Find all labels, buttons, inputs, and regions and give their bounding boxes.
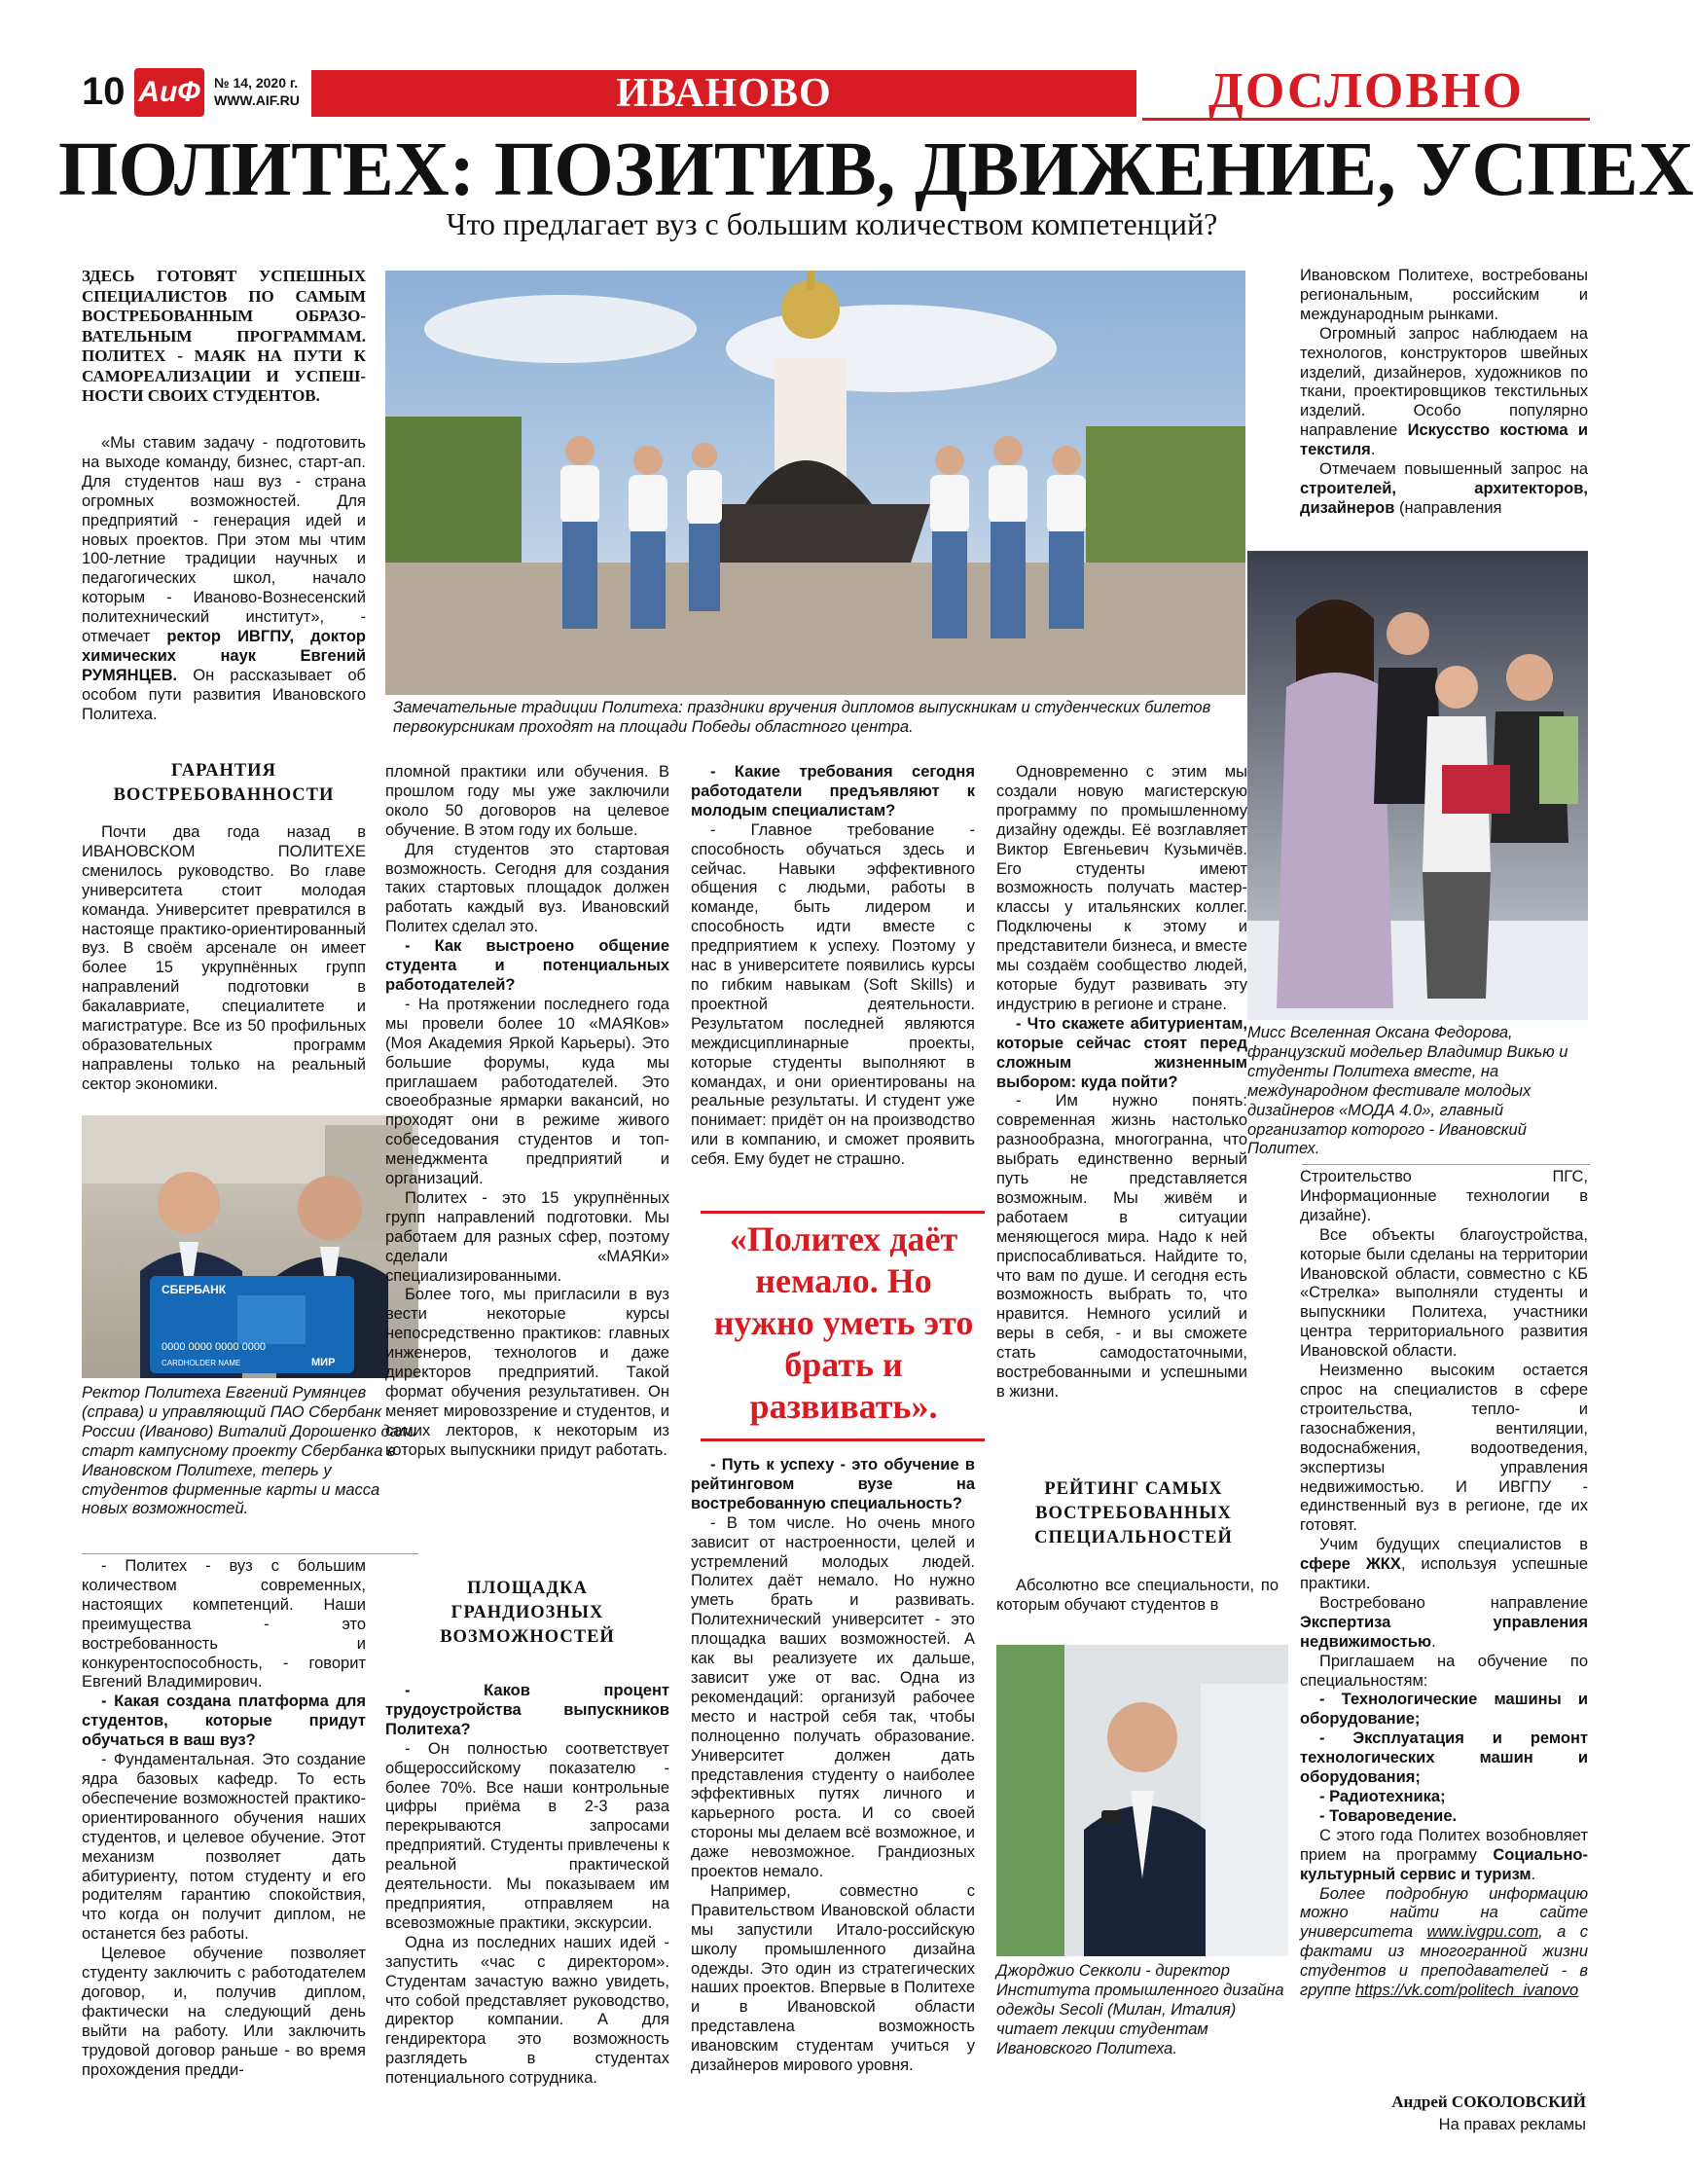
card-number: 0000 0000 0000 0000 (162, 1341, 267, 1353)
col4-text-b: Абсолютно все специальности, по которым обучают студентов в (996, 1577, 1279, 1614)
caption-sberbank: Ректор Политеха Евгений Румянцев (справа) и управляющий ПАО Сбербанк России (Иваново) Виталий Дорошенко дали старт кампусному проекту Сбербанка в Ивановском Политехе, теперь у студентов фирменные карты и масса новых возможностей. (82, 1384, 417, 1518)
fashion-festival-photo (1247, 551, 1588, 1020)
subtitle-rating: РЕЙТИНГ САМЫХ ВОСТРЕБОВАННЫХ СПЕЦИАЛЬНОСТЕЙ (1034, 1479, 1233, 1547)
col1-text-b: - Политех - вуз с большим количеством современных, настоящих компетенций. Наши преимущества - это востребованность и конкурентоспособность, - говорит Евгений Владимирович. - Какая создана платформа для студентов, которые придут обучаться в ваш вуз? - Фундаментальная. Это создание ядра базовых кафедр. То есть обеспечение возможностей практико-ориентированного обучения наших студентов, и целевое обучение. Этот механизм позволяет дать абитуриенту, потом студенту и его родителям гарантию спокойствия, что когда он получит диплом, не останется без работы. Целевое обучение позволяет студенту заключить с работодателем договор, и, получив диплом, фактически на следующий день выйти на работу. Или заключить трудовой договор раньше - во время прохождения предди- (82, 1557, 366, 2079)
lead-paragraph: ЗДЕСЬ ГОТОВЯТ УСПЕШНЫХ СПЕЦИАЛИСТОВ ПО САМЫМ ВОСТРЕБОВАННЫМ ОБРАЗО-ВАТЕЛЬНЫМ ПРОГРАММАМ. ПОЛИТЕХ - МАЯК НА ПУТИ К САМОРЕАЛИЗАЦИИ И УСПЕШ-НОСТИ СВОИХ СТУДЕНТОВ. (82, 267, 366, 405)
secoli-photo (996, 1645, 1288, 1956)
col3-text-a: - Какие требования сегодня работодатели предъявляют к молодым специалистам? - Главное требование - способность обучаться здесь и сейчас. Навыки эффективного общения с людьми, работы в команде, быть лидером и способность идти вместе с предприятием к успеху. Поэтому у нас в университете появились курсы по гибким навыкам (Soft Skills) и проектной деятельности. Результатом последней являются междисциплинарные проекты, которые студенты выполняют в командах, и они ориентированы на реальные результаты. И студент уже понимает: придёт он на производство или в компанию, и сможет проявить себя. Ему будет не страшно. (691, 763, 975, 1169)
pull-quote: «Политех даёт немало. Но нужно уметь это брать и развивать». (713, 1219, 974, 1426)
caption-fashion-festival: Мисс Вселенная Оксана Федорова, французский модельер Владимир Викью и студенты Политеха вместе, на международном фестивале молодых дизайнеров «МОДА 4.0», главный организатор которого - Ивановский Политех. (1247, 1024, 1568, 1158)
card-payment-system: МИР (311, 1357, 336, 1368)
col4-text-a: Одновременно с этим мы создали новую магистерскую программу по промышленному дизайну одежды. Её возглавляет Виктор Евгеньевич Кузьмичёв. Его студенты имеют возможность получать мастер-классы у итальянских коллег. Подключены к этому и представители бизнеса, и вместе мы создаём сообщество людей, которые будут развивать эту индустрию в регионе и стране. - Что скажете абитуриентам, которые сейчас стоят перед сложным жизненным выбором: куда пойти? - Им нужно понять: современная жизнь настолько разнообразна, многогранна, что выбрать единственно верный путь не представляется возможным. Мы живём и работаем в ситуации меняющегося мира. Надо к ней приспосабливаться. Найдите то, что вам по душе. И сегодня есть возможность выбрать то, что нравится. Немного усилий и веры в себя, - и вы сможете стать самодостаточными, востребованными и успешными в жизни. (996, 763, 1247, 1401)
author-byline: Андрей СОКОЛОВСКИЙ (1391, 2093, 1586, 2111)
section-title: ДОСЛОВНО (1142, 60, 1590, 121)
university-site-link[interactable]: www.ivgpu.com (1426, 1923, 1539, 1942)
col5-text-b: Строительство ПГС, Информационные технологии в дизайне). Все объекты благоустройства, которые были сделаны на территории Ивановской области, совместно с КБ «Стрелка» выполняли студенты и выпускники Политеха, участники центра территориального развития Ивановской области. Неизменно высоким остается спрос на специалистов в сфере строительства, тепло- и газоснабжения, вентиляции, водоснабжения, водоотведения, экспертизы управления недвижимостью. И ИВГПУ - единственный вуз в регионе, где их готовят. Учим будущих специалистов в сфере ЖКХ, используя успешные практики. Востребовано направление Экспертиза управления недвижимостью. Приглашаем на обучение по специальностям: - Технологические машины и оборудование; - Эксплуатация и ремонт технологических машин и оборудования; - Радиотехника; - Товароведение. С этого года Политех возобновляет прием на программу Социально-культурный сервис и туризм. Более подробную информацию можно найти на сайте университета www.ivgpu.com, а с фактами из многогранной жизни студентов и преподавателей - в группе https://vk.com/politech_ivanovo (1300, 1168, 1589, 2000)
caption-rule-right (1302, 1164, 1590, 1165)
sberbank-photo (82, 1115, 418, 1378)
main-photo (385, 271, 1245, 695)
col1-text-a: Почти два года назад в ИВАНОВСКОМ ПОЛИТЕХЕ сменилось руководство. Во главе университета стоит молодая команда. Университет превратился в настояще практико-ориентированный вуз. В своём арсенале он имеет более 15 укрупнённых групп направлений подготовки в бакалавриате, специалитете и магистратуре. Все из 50 профильных образовательных программ направлены только на реальный сектор экономики. (82, 823, 366, 1093)
col5-text-a: Ивановском Политехе, востребованы региональным, российским и международным рынками. Огромный запрос наблюдаем на технологов, конструкторов швейных изделий, дизайнеров, художников по ткани, проектировщиков текстильных изделий. Особо популярно направление Искусство костюма и текстиля. Отмечаем повышенный запрос на строителей, архитекторов, дизайнеров (направления (1300, 267, 1589, 517)
specialty-item: - Радиотехника; (1319, 1788, 1446, 1805)
pullquote-top-rule (701, 1211, 985, 1214)
advertising-note: На правах рекламы (1438, 2116, 1586, 2133)
subtitle-guarantee: ГАРАНТИЯ ВОСТРЕБОВАННОСТИ (113, 761, 335, 805)
card-bank-name: СБЕРБАНК (162, 1283, 227, 1296)
col2-text-b: - Каков процент трудоустройства выпускников Политеха? - Он полностью соответствует общероссийскому показателю - более 70%. Все наши контрольные цифры приёма в 2-3 раза перекрываются запросами предприятий. Студенты привлечены к реальной практической деятельности. Мы показываем им предприятия, отправляем на всевозможные практики, экскурсии. Одна из последних наших идей - запустить «час с директором». Студентам зачастую важно увидеть, что собой представляет руководство, директор компании. А для гендиректора это возможность разглядеть в студентах потенциального сотрудника. (385, 1682, 669, 2088)
subheadline: Что предлагает вуз с большим количеством компетенций? (446, 206, 1218, 241)
issue-info: № 14, 2020 г. WWW.AIF.RU (214, 75, 300, 108)
vk-group-link[interactable]: https://vk.com/politech_ivanovo (1354, 1982, 1579, 2000)
intro-text: «Мы ставим задачу - подготовить на выходе команду, бизнес, старт-ап. Для студентов наш вуз - страна огромных возможностей. Для предприятий - генерация идей и новых проектов. При этом мы чтим 100-летние традиции научных и педагогических школ, начало которым - Иваново-Вознесенский политехнический институт», - отмечает ректор ИВГПУ, доктор химических наук Евгений РУМЯНЦЕВ. Он рассказывает об особом пути развития Ивановского Политеха. (82, 434, 366, 723)
col3-text-b: - Путь к успеху - это обучение в рейтинговом вузе на востребованную специальность? - В том числе. Но очень много зависит от настроенности, целей и устремлений молодых людей. Политех даёт немало. Но нужно уметь брать и развивать. Политехнический университет - это площадка ваших возможностей. А как вы реализуете их дальше, зависит уже от вас. Одна из рекомендаций: организуй рабочее место и настрой себя так, чтобы полноценно получать образование. Университет должен дать представления студенту о наиболее эффективных путях личного и карьерного роста. И со своей стороны мы делаем всё возможное, и даже невозможное. Грандиозных проектов немало. Например, совместно с Правительством Ивановской области мы запустили Итало-российскую школу промышленного дизайна одежды. Это один из стратегических наших проектов. Впервые в Политехе и в Ивановской области представлена возможность ивановским студентам учиться у дизайнеров мирового уровня. (691, 1456, 975, 2075)
region-banner: ИВАНОВО (311, 70, 1136, 117)
col2-text-a: пломной практики или обучения. В прошлом году мы уже заключили около 50 договоров на целевое обучение. В этом году их больше. Для студентов это стартовая возможность. Сегодня для создания таких стартовых площадок должен работать каждый вуз. Ивановский Политех сделал это. - Как выстроено общение студента и потенциальных работодателей? - На протяжении последнего года мы провели более 10 «МАЯКов» (Моя Академия Яркой Карьеры). Это большие форумы, куда мы приглашаем работодателей. Это своеобразные ярмарки вакансий, но проходят они в режиме живого собеседования студентов и топ-менеджмента предприятий и организаций. Политех - это 15 укрупнённых групп направлений подготовки. Мы работаем для разных сфер, поэтому сделали «МАЯКи» специализированными. Более того, мы пригласили в вуз вести некоторые курсы непосредственно практиков: главных инженеров, технологов и даже директоров предприятий. Такой формат обучения результативен. Он меняет мировоззрение и студентов, и самих лекторов, к некоторым из которых выпускники придут работать. (385, 763, 669, 1459)
caption-secoli: Джорджио Секколи - директор Института промышленного дизайна одежды Secoli (Милан, Италия) читает лекции студентам Ивановского Политеха. (996, 1962, 1284, 2057)
caption-rule (82, 1553, 418, 1554)
card-holder: CARDHOLDER NAME (162, 1359, 241, 1367)
page-number: 10 (82, 70, 126, 113)
pullquote-bottom-rule (701, 1438, 985, 1441)
aif-logo: АиФ (134, 68, 204, 117)
specialty-item: - Товароведение. (1319, 1806, 1458, 1825)
caption-main-photo: Замечательные традиции Политеха: праздники вручения дипломов выпускникам и студенческих билетов первокурсникам проходят на площади Победы областного центра. (393, 699, 1211, 736)
specialty-item: - Технологические машины и оборудование; (1300, 1691, 1588, 1729)
specialty-item: - Эксплуатация и ремонт технологических машин и оборудования; (1300, 1729, 1588, 1787)
headline: ПОЛИТЕХ: ПОЗИТИВ, ДВИЖЕНИЕ, УСПЕХ (58, 127, 1694, 212)
subtitle-platform: ПЛОЩАДКА ГРАНДИОЗНЫХ ВОЗМОЖНОСТЕЙ (440, 1579, 615, 1647)
